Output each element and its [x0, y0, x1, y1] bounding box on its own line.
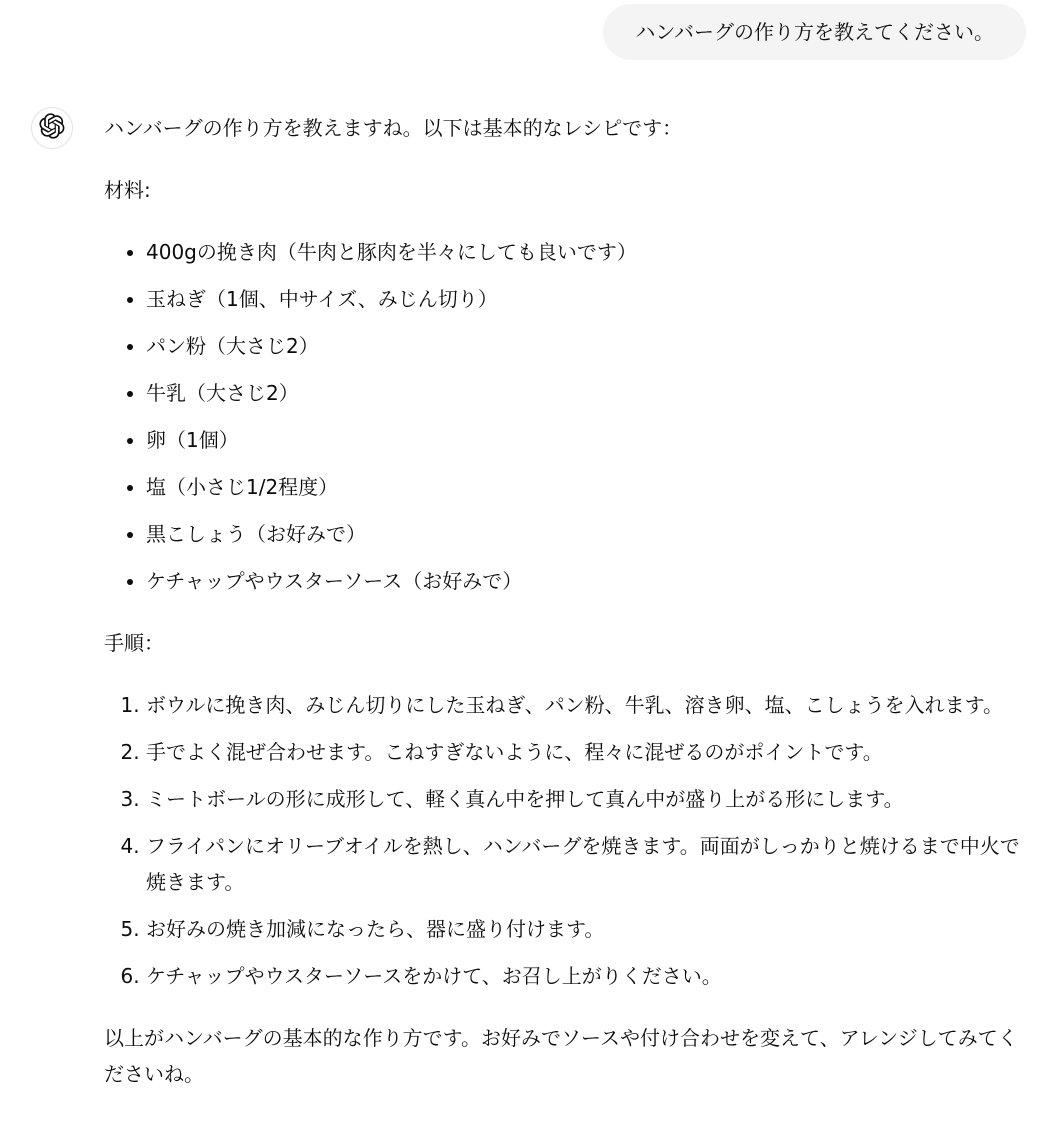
step-item: 6. ケチャップやウスターソースをかけて、お召し上がりください。	[146, 958, 1029, 994]
assistant-intro: ハンバーグの作り方を教えますね。以下は基本的なレシピです：	[104, 116, 683, 140]
step-item: 2. 手でよく混ぜ合わせます。こねすぎないように、程々に混ぜるのがポイントです。	[146, 734, 1029, 770]
assistant-message	[104, 110, 1029, 1092]
ingredient-item: • パン粉（大さじ2）	[146, 328, 1029, 364]
steps-label: 手順：	[104, 631, 164, 655]
ingredient-item: • 400gの挽き肉（牛肉と豚肉を半々にしても良いです）	[146, 234, 1029, 270]
ingredient-item: • 塩（小さじ1/2程度）	[146, 469, 1029, 505]
step-item: 5. お好みの焼き加減になったら、器に盛り付けます。	[146, 911, 1029, 947]
assistant-closing: 以上がハンバーグの基本的な作り方です。お好みでソースや付け合わせを変えて、アレンジしてみてくださいね。	[104, 1026, 1018, 1086]
step-item: 3. ミートボールの形に成形して、軽く真ん中を押して真ん中が盛り上がる形にします。	[146, 781, 1029, 817]
ingredient-item: • 卵（1個）	[146, 422, 1029, 458]
user-message-bubble: ハンバーグの作り方を教えてください。	[603, 4, 1026, 60]
step-item: 1. ボウルに挽き肉、みじん切りにした玉ねぎ、パン粉、牛乳、溶き卵、塩、こしょうを入れます。	[146, 687, 1029, 723]
step-item: 4. フライパンにオリーブオイルを熱し、ハンバーグを焼きます。両面がしっかりと焼けるまで中火で焼きます。	[146, 828, 1029, 900]
ingredients-label: 材料:	[104, 178, 151, 202]
user-message-row	[603, 4, 1026, 60]
ingredient-item: • 黒こしょう（お好みで）	[146, 516, 1029, 552]
ingredient-item: • ケチャップやウスターソース（お好みで）	[146, 563, 1029, 599]
ingredient-item: • 玉ねぎ（1個、中サイズ、みじん切り）	[146, 281, 1029, 317]
assistant-avatar	[31, 107, 73, 149]
ingredients-list	[104, 234, 1029, 599]
steps-list	[104, 687, 1029, 994]
ingredient-item: • 牛乳（大さじ2）	[146, 375, 1029, 411]
openai-logo-icon	[39, 113, 65, 143]
